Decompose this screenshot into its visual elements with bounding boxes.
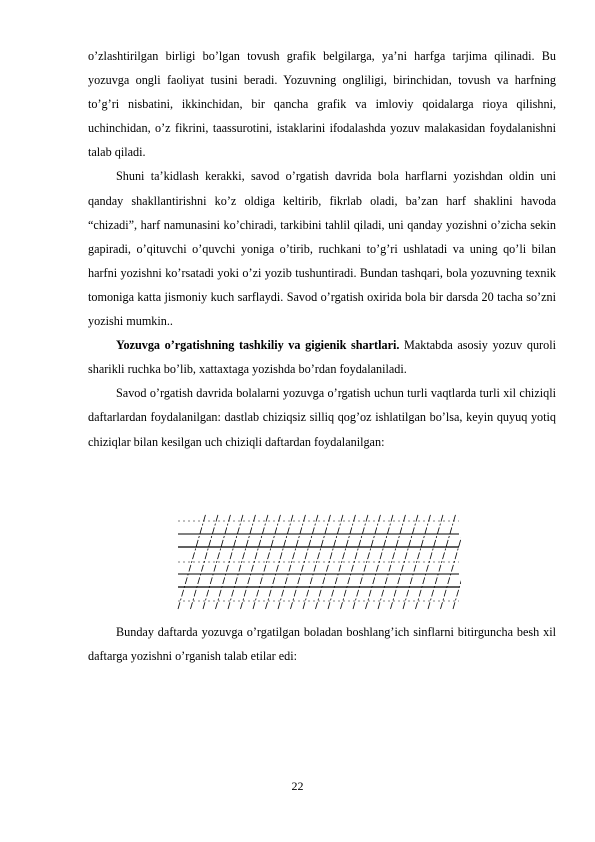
slant-line <box>203 513 231 609</box>
slant-line <box>178 513 206 609</box>
slant-line <box>253 513 281 609</box>
slant-line <box>366 513 394 609</box>
slant-line <box>303 513 331 609</box>
slant-line <box>341 513 369 609</box>
paragraph-5: Bunday daftarda yozuvga o’rgatilgan boladan boshlang’ich sinflarni bitirguncha besh xil daftarga yozishni o’rganish talab etilar edi: <box>88 625 556 664</box>
body-text-after-figure <box>88 620 556 668</box>
section-heading: Yozuvga o’rgatishning tashkiliy va gigienik shartlari. <box>116 338 400 353</box>
paragraph-4: Savod o’rgatish davrida bolalarni yozuvga o’rgatish uchun turli vaqtlarda turli xil chiziqli daftarlardan foydalanilgan: dastlab chiziqsiz silliq qog’oz ishlatilgan bo’lsa, keyin quyuq yotiq chiziqlar bilan kesilgan uch chiziqli daftardan foydalanilgan: <box>88 386 556 449</box>
lined-notebook-figure <box>176 511 461 612</box>
slant-line <box>316 513 344 609</box>
slant-line <box>266 513 294 609</box>
slant-line <box>216 513 244 609</box>
body-text <box>88 44 556 454</box>
notebook-lines-illustration <box>176 511 461 612</box>
paragraph-2: Shuni ta’kidlash kerakki, savod o’rgatish davrida bola harflarni yozishdan oldin uni qanday shakllantirishni ko’z oldiga keltirib, fikrlab oladi, ba’zan harf shaklini havoda “chizadi”, harf namunasini ko’chiradi, tarkibini tahlil qiladi, uni qanday yozishni o’zicha sekin gapiradi, o’qituvchi o’quvchi yoniga o’tirib, ruchkani to’g’ri ushlatadi va uning qo’li bilan harfni yozishni ko’rsatadi yoki o’zi yozib tushuntiradi. Bundan tashqari, bola yozuvning texnik tomoniga katta jismoniy kuch sarflaydi. Savod o’rgatish oxirida bola bir darsda 20 tacha so’zni yozishi mumkin.. <box>88 169 556 329</box>
slant-line <box>428 513 456 609</box>
slant-line <box>278 513 306 609</box>
paragraph-1: o’zlashtirilgan birligi bo’lgan tovush grafik belgilarga, ya’ni harfga tarjima qilinadi. Bu yozuvga ongli faoliyat tusini beradi. Yozuvning ongliligi, birinchidan, tovush va harfning to’g’ri nisbatini, ikkinchidan, bir qancha grafik va imloviy qoidalarga rioya qilishni, uchinchidan, o’z fikrini, taassurotini, istaklarini ifodalashda yozuv malakasidan foydalanishni talab qiladi. <box>88 49 556 160</box>
slant-line <box>378 513 406 609</box>
slant-line <box>353 513 381 609</box>
slant-line <box>191 513 219 609</box>
slant-line <box>416 513 444 609</box>
slant-line <box>291 513 319 609</box>
paragraph-3 <box>88 333 556 381</box>
slant-line <box>228 513 256 609</box>
slant-line <box>403 513 431 609</box>
page-number: 22 <box>291 779 304 793</box>
slant-line <box>241 513 269 609</box>
paragraph-3-text: Maktabda asosiy yozuv quroli sharikli ruchka bo’lib, xattaxtaga yozishda bo’rdan foydalaniladi. <box>88 338 556 377</box>
slant-line <box>328 513 356 609</box>
slant-line <box>441 513 462 609</box>
slant-lines <box>178 513 461 609</box>
slant-line <box>391 513 419 609</box>
